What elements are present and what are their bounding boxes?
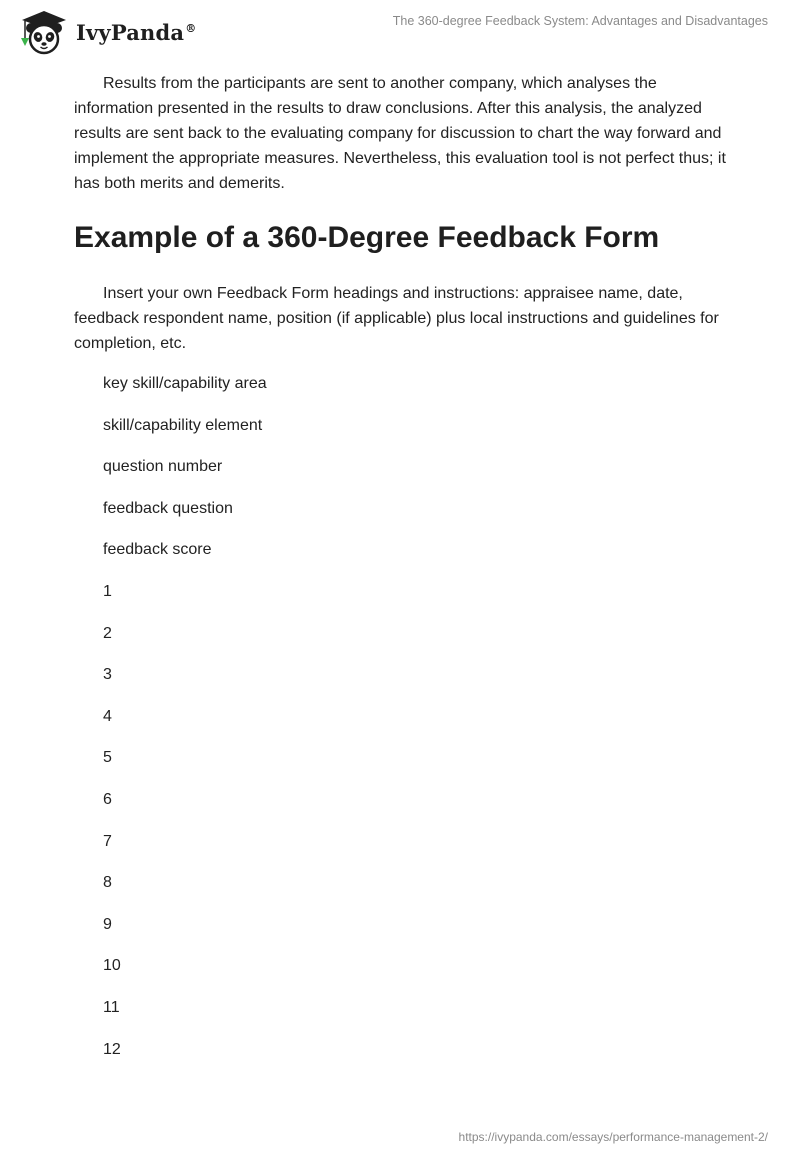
list-item: key skill/capability area: [103, 375, 267, 392]
section-heading: Example of a 360-Degree Feedback Form: [74, 221, 660, 254]
list-item: feedback score: [103, 541, 212, 559]
list-item: skill/capability element: [103, 416, 263, 434]
list-item: question number: [103, 458, 223, 476]
instructions-paragraph: Insert your own Feedback Form headings and instructions: appraisee name, date, feedback respondent name, position (if applicable) plus local instructions and guidelines for completion, etc.: [74, 285, 719, 352]
intro-paragraph: Results from the participants are sent to another company, which analyses the information presented in the results to draw conclusions. After this analysis, the analyzed results are sent back to the evaluating company for discussion to chart the way forward and implement the appropriate measures. Nevertheless, this evaluation tool is not perfect thus; it has both merits and demerits.: [74, 75, 726, 192]
list-item: 2: [103, 624, 112, 642]
source-url[interactable]: https://ivypanda.com/essays/performance-management-2/: [458, 1130, 768, 1144]
list-item: 4: [103, 707, 112, 725]
list-item: 12: [103, 1040, 121, 1058]
brand-name: IvyPanda®: [76, 19, 197, 45]
list-item: 9: [103, 915, 112, 933]
document-title: The 360-degree Feedback System: Advantages and Disadvantages: [392, 14, 768, 28]
list-item: 7: [103, 832, 112, 850]
registered-mark: ®: [185, 21, 197, 35]
page-header: [0, 0, 800, 60]
feedback-form-list: [74, 373, 734, 1080]
list-item: 11: [103, 998, 120, 1016]
ivypanda-logo[interactable]: [16, 8, 196, 56]
list-item: 3: [103, 666, 112, 684]
list-item: 8: [103, 874, 112, 892]
list-item: 10: [103, 957, 121, 975]
article-content: [74, 71, 734, 1080]
list-item: 1: [103, 582, 112, 600]
list-item: 5: [103, 749, 112, 767]
list-item: feedback question: [103, 499, 233, 517]
list-item: 6: [103, 790, 112, 808]
panda-logo-icon: [16, 8, 66, 56]
